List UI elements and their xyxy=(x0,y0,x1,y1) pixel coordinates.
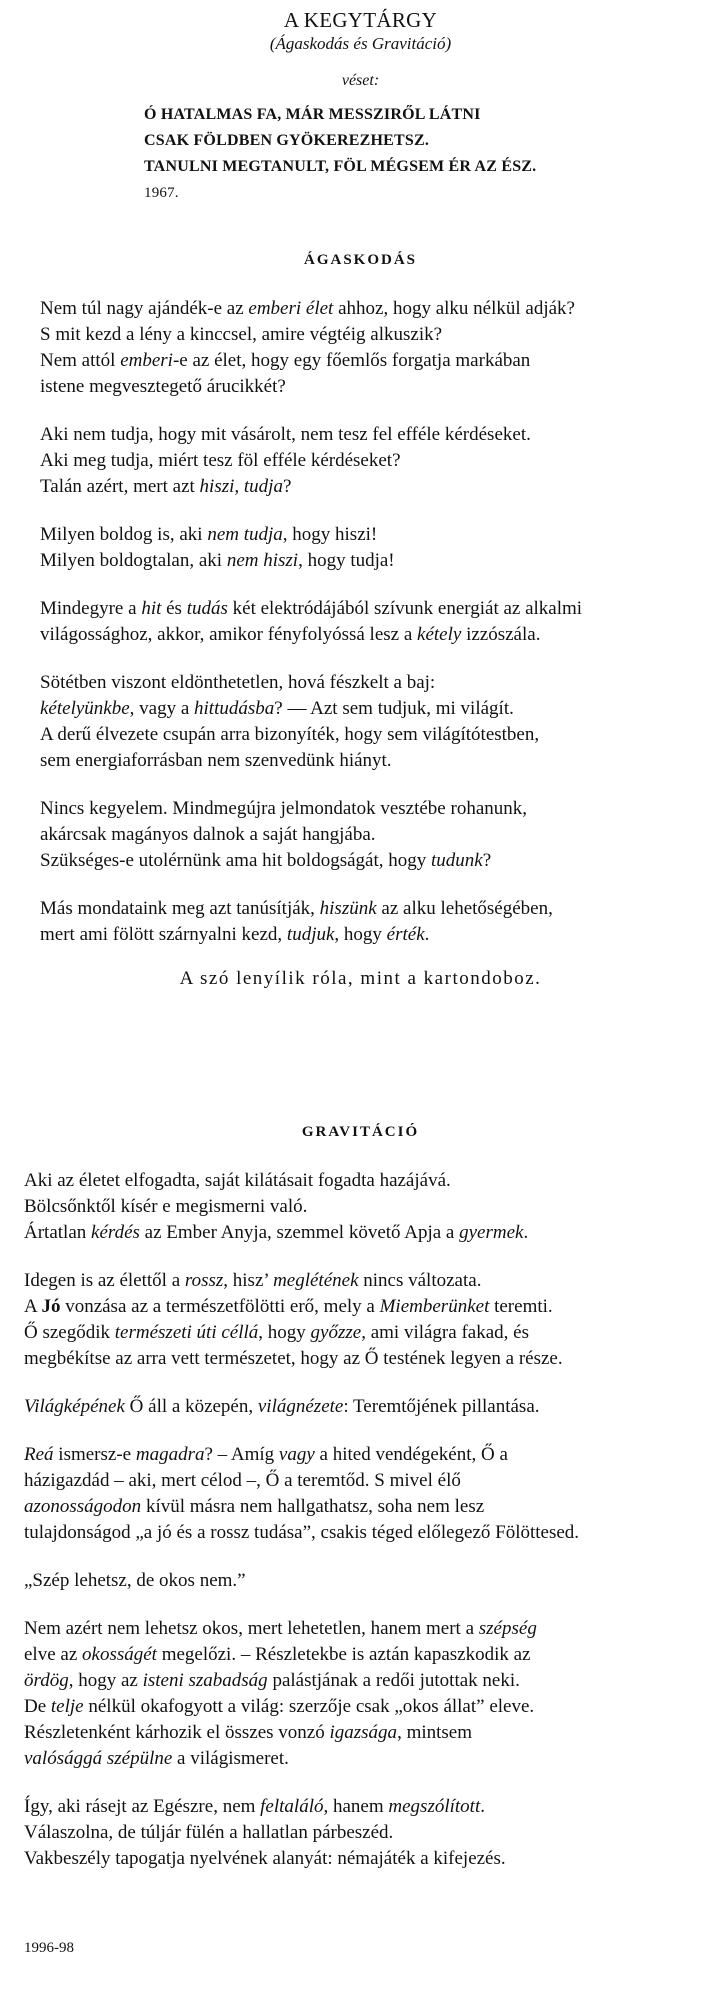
document-title: A KEGYTÁRGY xyxy=(283,8,438,32)
text-run: az alku lehetőségében, xyxy=(376,898,553,919)
emphasis-text: nem hiszi xyxy=(226,550,299,571)
text-run: világossághoz, akkor, amikor fényfolyóssá lesz a xyxy=(40,624,418,645)
emphasis-text: valósággá szépülne xyxy=(24,1748,173,1769)
paragraph xyxy=(24,1168,697,1246)
text-run: ahhoz, hogy alku nélkül adják? xyxy=(333,298,575,319)
emphasis-text: meglétének xyxy=(273,1270,359,1291)
text-run: nélkül okafogyott a világ: szerzője csak „okos állat” eleve. xyxy=(83,1696,535,1717)
text-run: . xyxy=(523,1222,529,1243)
section-heading-agaskodas: ÁGASKODÁS xyxy=(303,252,418,268)
section-gravitacio-body xyxy=(24,1168,697,1894)
emphasis-text: nem tudja xyxy=(207,524,283,545)
emphasis-text: emberi élet xyxy=(248,298,334,319)
emphasis-text: tudunk xyxy=(431,850,483,871)
emphasis-text: magadra xyxy=(135,1444,205,1465)
text-run: Más mondataink meg azt tanúsítják, xyxy=(40,898,320,919)
text-run: tulajdonságod „a jó és a rossz tudása”, csakis téged előlegező Fölöttesed. xyxy=(24,1522,580,1543)
document-date: 1996-98 xyxy=(24,1940,74,1956)
emphasis-text: hiszünk xyxy=(319,898,377,919)
emphasis-text: rossz xyxy=(184,1270,224,1291)
text-run: Milyen boldogtalan, aki xyxy=(40,550,227,571)
motto-line: TANULNI MEGTANULT, FÖL MÉGSEM ÉR AZ ÉSZ. xyxy=(144,158,537,175)
text-run: Mindegyre a xyxy=(40,598,142,619)
text-run: Milyen boldog is, aki xyxy=(40,524,208,545)
text-run: , hogy xyxy=(334,924,387,945)
motto-line: CSAK FÖLDBEN GYÖKEREZHETSZ. xyxy=(144,132,430,149)
text-run: Sötétben viszont eldönthetetlen, hová fészkelt a baj: xyxy=(40,672,436,693)
text-run: -e az élet, hogy egy főemlős forgatja markában xyxy=(172,350,531,371)
emphasis-text: okosságét xyxy=(82,1644,157,1665)
text-run: Aki nem tudja, hogy mit vásárolt, nem tesz fel efféle kérdéseket. xyxy=(40,424,531,445)
text-run: az Ember Anyja, szemmel követő Apja a xyxy=(139,1222,460,1243)
text-run: Nem túl nagy ajándék-e az xyxy=(40,298,249,319)
text-run: a hited vendégeként, Ő a xyxy=(314,1444,508,1465)
text-run: a világismeret. xyxy=(172,1748,289,1769)
text-run: és xyxy=(161,598,187,619)
emphasis-text: szépség xyxy=(478,1618,537,1639)
text-run: Bölcsőnktől kísér e megismerni való. xyxy=(24,1196,308,1217)
emphasis-text: hittudásba xyxy=(194,698,275,719)
text-run: ? xyxy=(482,850,492,871)
text-run: A xyxy=(24,1296,42,1317)
text-run: kívül másra nem hallgathatsz, soha nem lesz xyxy=(141,1496,485,1517)
text-run: akárcsak magányos dalnok a saját hangjába. xyxy=(40,824,376,845)
text-run: , hogy tudja! xyxy=(298,550,395,571)
paragraph xyxy=(40,596,681,648)
emphasis-text: hiszi, tudja xyxy=(199,476,283,497)
paragraph xyxy=(40,796,681,874)
paragraph xyxy=(40,896,681,948)
document-subtitle: (Ágaskodás és Gravitáció) xyxy=(269,34,452,53)
section-heading-gravitacio: GRAVITÁCIÓ xyxy=(301,1124,420,1140)
section-agaskodas-closing: A szó lenyílik róla, mint a kartondoboz. xyxy=(179,968,542,989)
text-run: megbékítse az arra vett természetet, hogy az Ő testének legyen a része. xyxy=(24,1348,563,1369)
text-run: elve az xyxy=(24,1644,83,1665)
emphasis-text: gyermek xyxy=(459,1222,524,1243)
text-run: , mintsem xyxy=(397,1722,473,1743)
emphasis-text: telje xyxy=(50,1696,84,1717)
text-run: Talán azért, mert azt xyxy=(40,476,200,497)
emphasis-text: győzze xyxy=(310,1322,362,1343)
emphasis-text: hit xyxy=(141,598,162,619)
text-run: Vakbeszély tapogatja nyelvének alanyát: némajáték a kifejezés. xyxy=(24,1848,506,1869)
text-run: , vagy a xyxy=(129,698,195,719)
text-run: izzószála. xyxy=(461,624,541,645)
emphasis-text: tudjuk xyxy=(286,924,335,945)
emphasis-text: természeti úti céllá xyxy=(114,1322,259,1343)
emphasis-text: emberi xyxy=(120,350,173,371)
paragraph xyxy=(40,522,681,574)
text-run: ? – Amíg xyxy=(204,1444,279,1465)
text-run: Nem attól xyxy=(40,350,121,371)
text-run: vonzása az a természetfölötti erő, mely a xyxy=(60,1296,380,1317)
paragraph xyxy=(40,670,681,774)
text-run: A derű élvezete csupán arra bizonyíték, hogy sem világítótestben, xyxy=(40,724,540,745)
text-run: Aki meg tudja, miért tesz föl efféle kérdéseket? xyxy=(40,450,401,471)
text-run: ? — Azt sem tudjuk, mi világít. xyxy=(274,698,514,719)
emphasis-text: Világképének xyxy=(24,1396,125,1417)
emphasis-text: tudás xyxy=(186,598,228,619)
paragraph xyxy=(24,1442,697,1546)
text-run: , ami világra fakad, és xyxy=(361,1322,529,1343)
text-run: , hanem xyxy=(323,1796,389,1817)
motto xyxy=(144,102,704,206)
emphasis-text: világnézete xyxy=(257,1396,344,1417)
motto-label: véset: xyxy=(341,72,380,89)
paragraph xyxy=(24,1394,697,1420)
emphasis-text: megszólított xyxy=(388,1796,481,1817)
text-run: Szükséges-e utolérnünk ama hit boldogságát, hogy xyxy=(40,850,432,871)
text-run: . xyxy=(424,924,430,945)
motto-year: 1967. xyxy=(144,185,179,201)
text-run: . xyxy=(480,1796,485,1817)
section-agaskodas-body xyxy=(40,296,681,970)
text-run: Aki az életet elfogadta, saját kilátásait fogadta hazájává. xyxy=(24,1170,451,1191)
text-run: ismersz-e xyxy=(53,1444,136,1465)
text-run: , hogy xyxy=(258,1322,311,1343)
emphasis-text: isteni szabadság xyxy=(142,1670,268,1691)
text-run: Részletenként kárhozik el összes vonzó xyxy=(24,1722,330,1743)
motto-line: Ó HATALMAS FA, MÁR MESSZIRŐL LÁTNI xyxy=(144,106,481,123)
text-run: Idegen is az élettől a xyxy=(24,1270,185,1291)
text-run: ? xyxy=(282,476,292,497)
paragraph xyxy=(24,1268,697,1372)
text-run: mert ami fölött szárnyalni kezd, xyxy=(40,924,287,945)
text-run: sem energiaforrásban nem szenvedünk hiányt. xyxy=(40,750,392,771)
emphasis-text: azonosságodon xyxy=(24,1496,142,1517)
text-run: Ő áll a közepén, xyxy=(124,1396,258,1417)
text-run: , hisz’ xyxy=(223,1270,274,1291)
text-run: Nem azért nem lehetsz okos, mert lehetetlen, hanem mert a xyxy=(24,1618,479,1639)
text-run: : Teremtőjének pillantása. xyxy=(343,1396,540,1417)
emphasis-text: feltaláló xyxy=(260,1796,324,1817)
text-run: Nincs kegyelem. Mindmegújra jelmondatok vesztébe rohanunk, xyxy=(40,798,528,819)
bold-text: Jó xyxy=(41,1296,61,1317)
text-run: teremti. xyxy=(489,1296,553,1317)
text-run: nincs változata. xyxy=(358,1270,482,1291)
text-run: S mit kezd a lény a kinccsel, amire végtéig alkuszik? xyxy=(40,324,443,345)
paragraph xyxy=(40,296,681,400)
section-gravitacio-paragraphs-after xyxy=(24,1616,697,1872)
text-run: Ő szegődik xyxy=(24,1322,115,1343)
emphasis-text: igazsága xyxy=(329,1722,398,1743)
emphasis-text: kételyünkbe xyxy=(40,698,130,719)
text-run: , hogy hiszi! xyxy=(282,524,378,545)
emphasis-text: kérdés xyxy=(91,1222,140,1243)
paragraph xyxy=(24,1794,697,1872)
text-run: De xyxy=(24,1696,51,1717)
quote-line: „Szép lehetsz, de okos nem.” xyxy=(24,1570,246,1591)
paragraph xyxy=(24,1616,697,1772)
section-gravitacio-paragraphs xyxy=(24,1168,697,1546)
text-run: , hogy az xyxy=(68,1670,143,1691)
text-run: megelőzi. – Részletekbe is aztán kapaszkodik az xyxy=(156,1644,531,1665)
text-run: Válaszolna, de túljár fülén a hallatlan párbeszéd. xyxy=(24,1822,394,1843)
emphasis-text: ördög xyxy=(24,1670,69,1691)
emphasis-text: kétely xyxy=(417,624,462,645)
text-run: istene megvesztegető árucikkét? xyxy=(40,376,286,397)
text-run: palástjának a redői jutottak neki. xyxy=(267,1670,520,1691)
emphasis-text: Reá xyxy=(24,1444,54,1465)
text-run: Ártatlan xyxy=(24,1222,92,1243)
emphasis-text: érték xyxy=(386,924,425,945)
text-run: két elektródájából szívunk energiát az alkalmi xyxy=(227,598,583,619)
text-run: Így, aki rásejt az Egészre, nem xyxy=(24,1796,261,1817)
paragraph xyxy=(40,422,681,500)
text-run: házigazdád – aki, mert célod –, Ő a teremtőd. S mivel élő xyxy=(24,1470,461,1491)
emphasis-text: Miemberünket xyxy=(379,1296,490,1317)
emphasis-text: vagy xyxy=(278,1444,315,1465)
